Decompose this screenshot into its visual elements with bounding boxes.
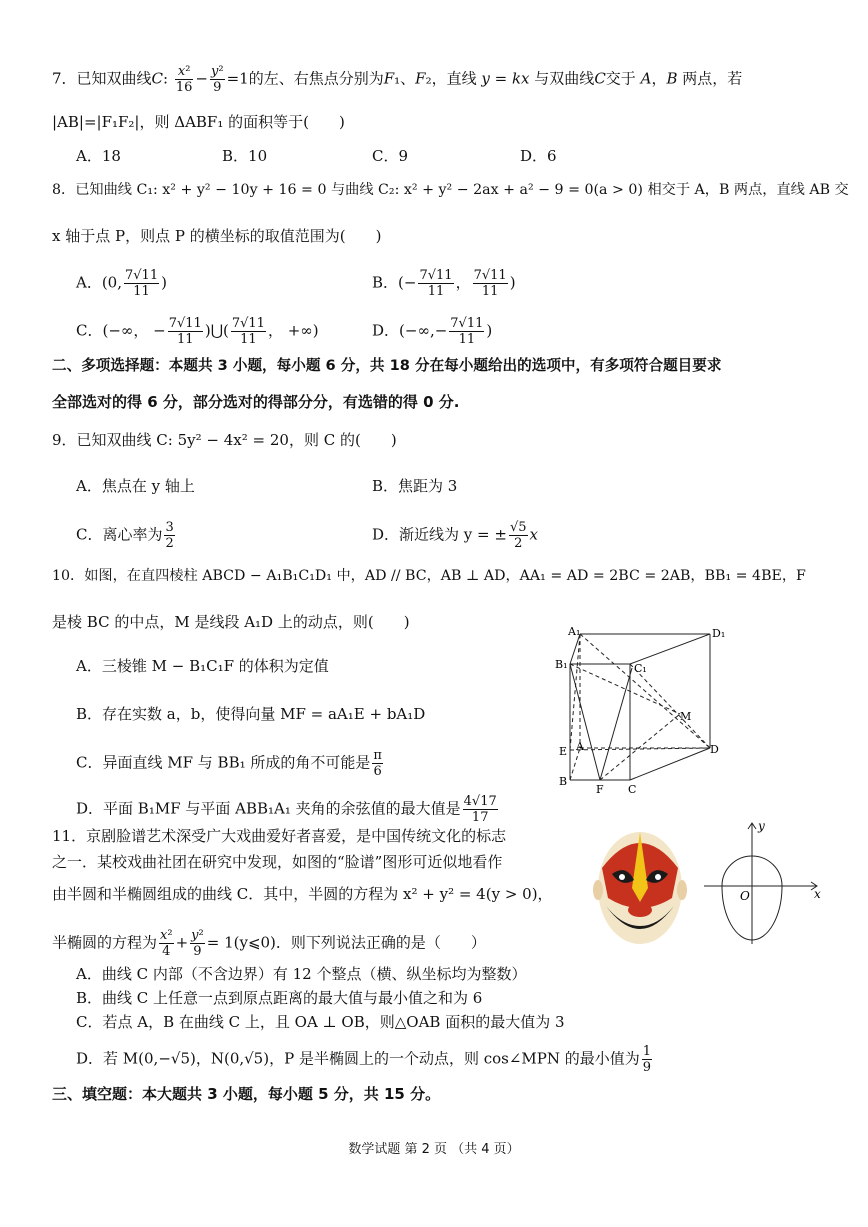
q10-option-d — [76, 794, 500, 825]
label-D1: D₁ — [712, 627, 726, 640]
label-M: M — [680, 710, 692, 723]
q11-option-a: A．曲线 C 内部（不含边界）有 12 个整点（横、纵坐标均为整数） — [76, 965, 527, 983]
q7-text-b: 的左、右焦点分别为 — [248, 69, 384, 88]
q8-option-c: C．(−∞， − $\frac{7√11}{11}$ )⋃( $\frac{7√11}{11}$ ， +∞) — [76, 316, 319, 347]
label-D: D — [710, 743, 719, 756]
q10-option-c — [76, 748, 385, 779]
q9-option-d — [372, 520, 538, 551]
q9-option-c-text: C．离心率为 — [76, 525, 163, 544]
frac-den: 11 — [133, 284, 150, 299]
q9-option-d-text: D．渐近线为 y = ± — [372, 525, 507, 544]
axis-y-label: y — [758, 819, 765, 833]
q8-line1: 8．已知曲线 C₁: x² + y² − 10y + 16 = 0 与曲线 C₂: x² + y² − 2ax + a² − 9 = 0(a > 0) 相交于 A，B 两点，直线 AB 交 — [52, 182, 849, 198]
axis-x-label: x — [814, 887, 821, 901]
origin-label: O — [740, 889, 750, 903]
q10-option-b: B．存在实数 a，b，使得向量 MF = aA₁E + bA₁D — [76, 705, 426, 723]
q9-option-a: A．焦点在 y 轴上 — [76, 477, 195, 495]
frac-den: 6 — [373, 764, 382, 779]
q7-text-c: ，直线 — [431, 69, 477, 88]
q10-option-a: A．三棱锥 M − B₁C₁F 的体积为定值 — [76, 657, 329, 675]
q11-line2: 之一．某校戏曲社团在研究中发现，如图的“脸谱”图形可近似地看作 — [52, 853, 503, 871]
frac-num: 3 — [165, 520, 174, 535]
frac-den: 9 — [642, 1060, 652, 1075]
q8-option-a: A．(0, $\frac{7√11}{11}$ ) — [76, 268, 167, 299]
frac-num: 7√11 — [125, 268, 159, 283]
q8-option-b: B．(− $\frac{7√11}{11}$ ， $\frac{7√11}{11}$ ) — [372, 268, 516, 299]
label-F: F — [596, 783, 604, 796]
q9-option-b: B．焦距为 3 — [372, 477, 458, 495]
q7-line-equation: y = kx — [481, 69, 530, 88]
q8-option-c-text: C．(−∞， − — [76, 321, 166, 340]
q7-option-d: D．6 — [520, 147, 557, 165]
q8-option-a-text: A．(0, — [76, 273, 122, 292]
q7-option-b: B．10 — [222, 147, 268, 165]
label-B1: B₁ — [555, 658, 568, 671]
curve-figure — [700, 816, 826, 948]
q11-line4-a: 半椭圆的方程为 — [52, 933, 158, 952]
label-A1: A₁ — [568, 625, 581, 638]
q10-line2: 是棱 BC 的中点，M 是线段 A₁D 上的动点，则( ) — [52, 613, 410, 631]
q11-option-b: B．曲线 C 上任意一点到原点距离的最大值与最小值之和为 6 — [76, 989, 483, 1007]
frac-num: 7√11 — [450, 316, 484, 331]
label-A: A — [576, 740, 584, 753]
prism-figure — [552, 622, 730, 798]
q8-option-d: D．(−∞,− $\frac{7√11}{11}$ ) — [372, 316, 493, 347]
section3-heading: 三、填空题：本大题共 3 小题，每小题 5 分，共 15 分。 — [52, 1085, 441, 1103]
frac-den: 2 — [165, 536, 174, 551]
frac-den: 11 — [458, 332, 476, 347]
q8-line2: x 轴于点 P，则点 P 的横坐标的取值范围为( ) — [52, 227, 382, 245]
q9-option-c — [76, 520, 177, 551]
frac-den: 11 — [427, 284, 445, 299]
q7-line1: 7．已知双曲线C: $\frac{\text{x²}}{16}$ − $\frac{\text{y²}}{9}$ =1的左、右焦点分别为F₁、F₂，直线 y = kx 与双曲线C交于 A，B 两点，若 — [52, 64, 743, 95]
q7-text-e: 交于 — [605, 69, 636, 88]
q10-line1: 10．如图，在直四棱柱 ABCD − A₁B₁C₁D₁ 中，AD // BC，AB ⊥ AD，AA₁ = AD = 2BC = 2AB，BB₁ = 4BE，F — [52, 568, 806, 584]
q11-option-d — [76, 1044, 654, 1075]
frac-num: 7√11 — [168, 316, 202, 331]
q7-line2: |AB|=|F₁F₂|，则 ΔABF₁ 的面积等于( ) — [52, 113, 345, 131]
section2-line2: 全部选对的得 6 分，部分选对的得部分分，有选错的得 0 分. — [52, 393, 460, 411]
frac-den: 2 — [514, 536, 523, 551]
label-E: E — [559, 745, 568, 758]
q10-option-d-text: D．平面 B₁MF 与平面 ABB₁A₁ 夹角的余弦值的最大值是 — [76, 799, 461, 818]
label-C: C — [628, 783, 637, 796]
q11-line3: 由半圆和半椭圆组成的曲线 C．其中，半圆的方程为 x² + y² = 4(y > 0)， — [52, 885, 553, 903]
frac-num: 1 — [642, 1044, 652, 1059]
q11-option-c: C．若点 A，B 在曲线 C 上，且 OA ⊥ OB，则△OAB 面积的最大值为 3 — [76, 1013, 565, 1031]
q7-text-a: 7．已知双曲线 — [52, 69, 152, 88]
frac-num: π — [373, 748, 382, 763]
q7-option-c: C．9 — [372, 147, 409, 165]
section2-line1: 二、多项选择题：本题共 3 小题，每小题 6 分，共 18 分在每小题给出的选项中，有多项符合题目要求 — [52, 357, 722, 374]
q11-line4-b: = 1(y⩽0)．则下列说法正确的是（ ） — [206, 933, 486, 952]
frac-num: 7√11 — [419, 268, 453, 283]
q7-option-a: A．18 — [76, 147, 121, 165]
q7-text-f: 两点，若 — [682, 69, 743, 88]
frac-den: 11 — [481, 284, 499, 299]
page-footer: 数学试题 第 2 页 （共 4 页） — [348, 1142, 520, 1157]
q7-text-d: 与双曲线 — [534, 69, 595, 88]
q11-line4: 半椭圆的方程为 $\frac{\text{x²}}{4}$ + $\frac{\text{y²}}{9}$ = 1(y⩽0)．则下列说法正确的是（ ） — [52, 928, 486, 959]
q11-option-d-text: D．若 M(0,−√5)，N(0,√5)，P 是半椭圆上的一个动点，则 cos∠MPN 的最小值为 — [76, 1049, 640, 1068]
q8-option-d-text: D．(−∞,− — [372, 321, 448, 340]
frac-den: 17 — [471, 810, 489, 825]
frac-num: 7√11 — [231, 316, 265, 331]
frac-den: 11 — [240, 332, 257, 347]
frac-den: 11 — [177, 332, 194, 347]
opera-mask-image — [592, 828, 688, 948]
frac-num: 7√11 — [473, 268, 507, 283]
label-B: B — [559, 775, 568, 788]
q11-line1: 11．京剧脸谱艺术深受广大戏曲爱好者喜爱，是中国传统文化的标志 — [52, 827, 507, 845]
q9-option-d-tail: x — [529, 525, 538, 544]
label-C1: C₁ — [634, 662, 647, 675]
q9-stem: 9．已知双曲线 C: 5y² − 4x² = 20，则 C 的( ) — [52, 431, 397, 449]
frac-num: 4√17 — [463, 794, 497, 809]
q8-option-b-text: B．(− — [372, 273, 417, 292]
frac-num: √5 — [509, 520, 527, 535]
q10-option-c-text: C．异面直线 MF 与 BB₁ 所成的角不可能是 — [76, 753, 371, 772]
